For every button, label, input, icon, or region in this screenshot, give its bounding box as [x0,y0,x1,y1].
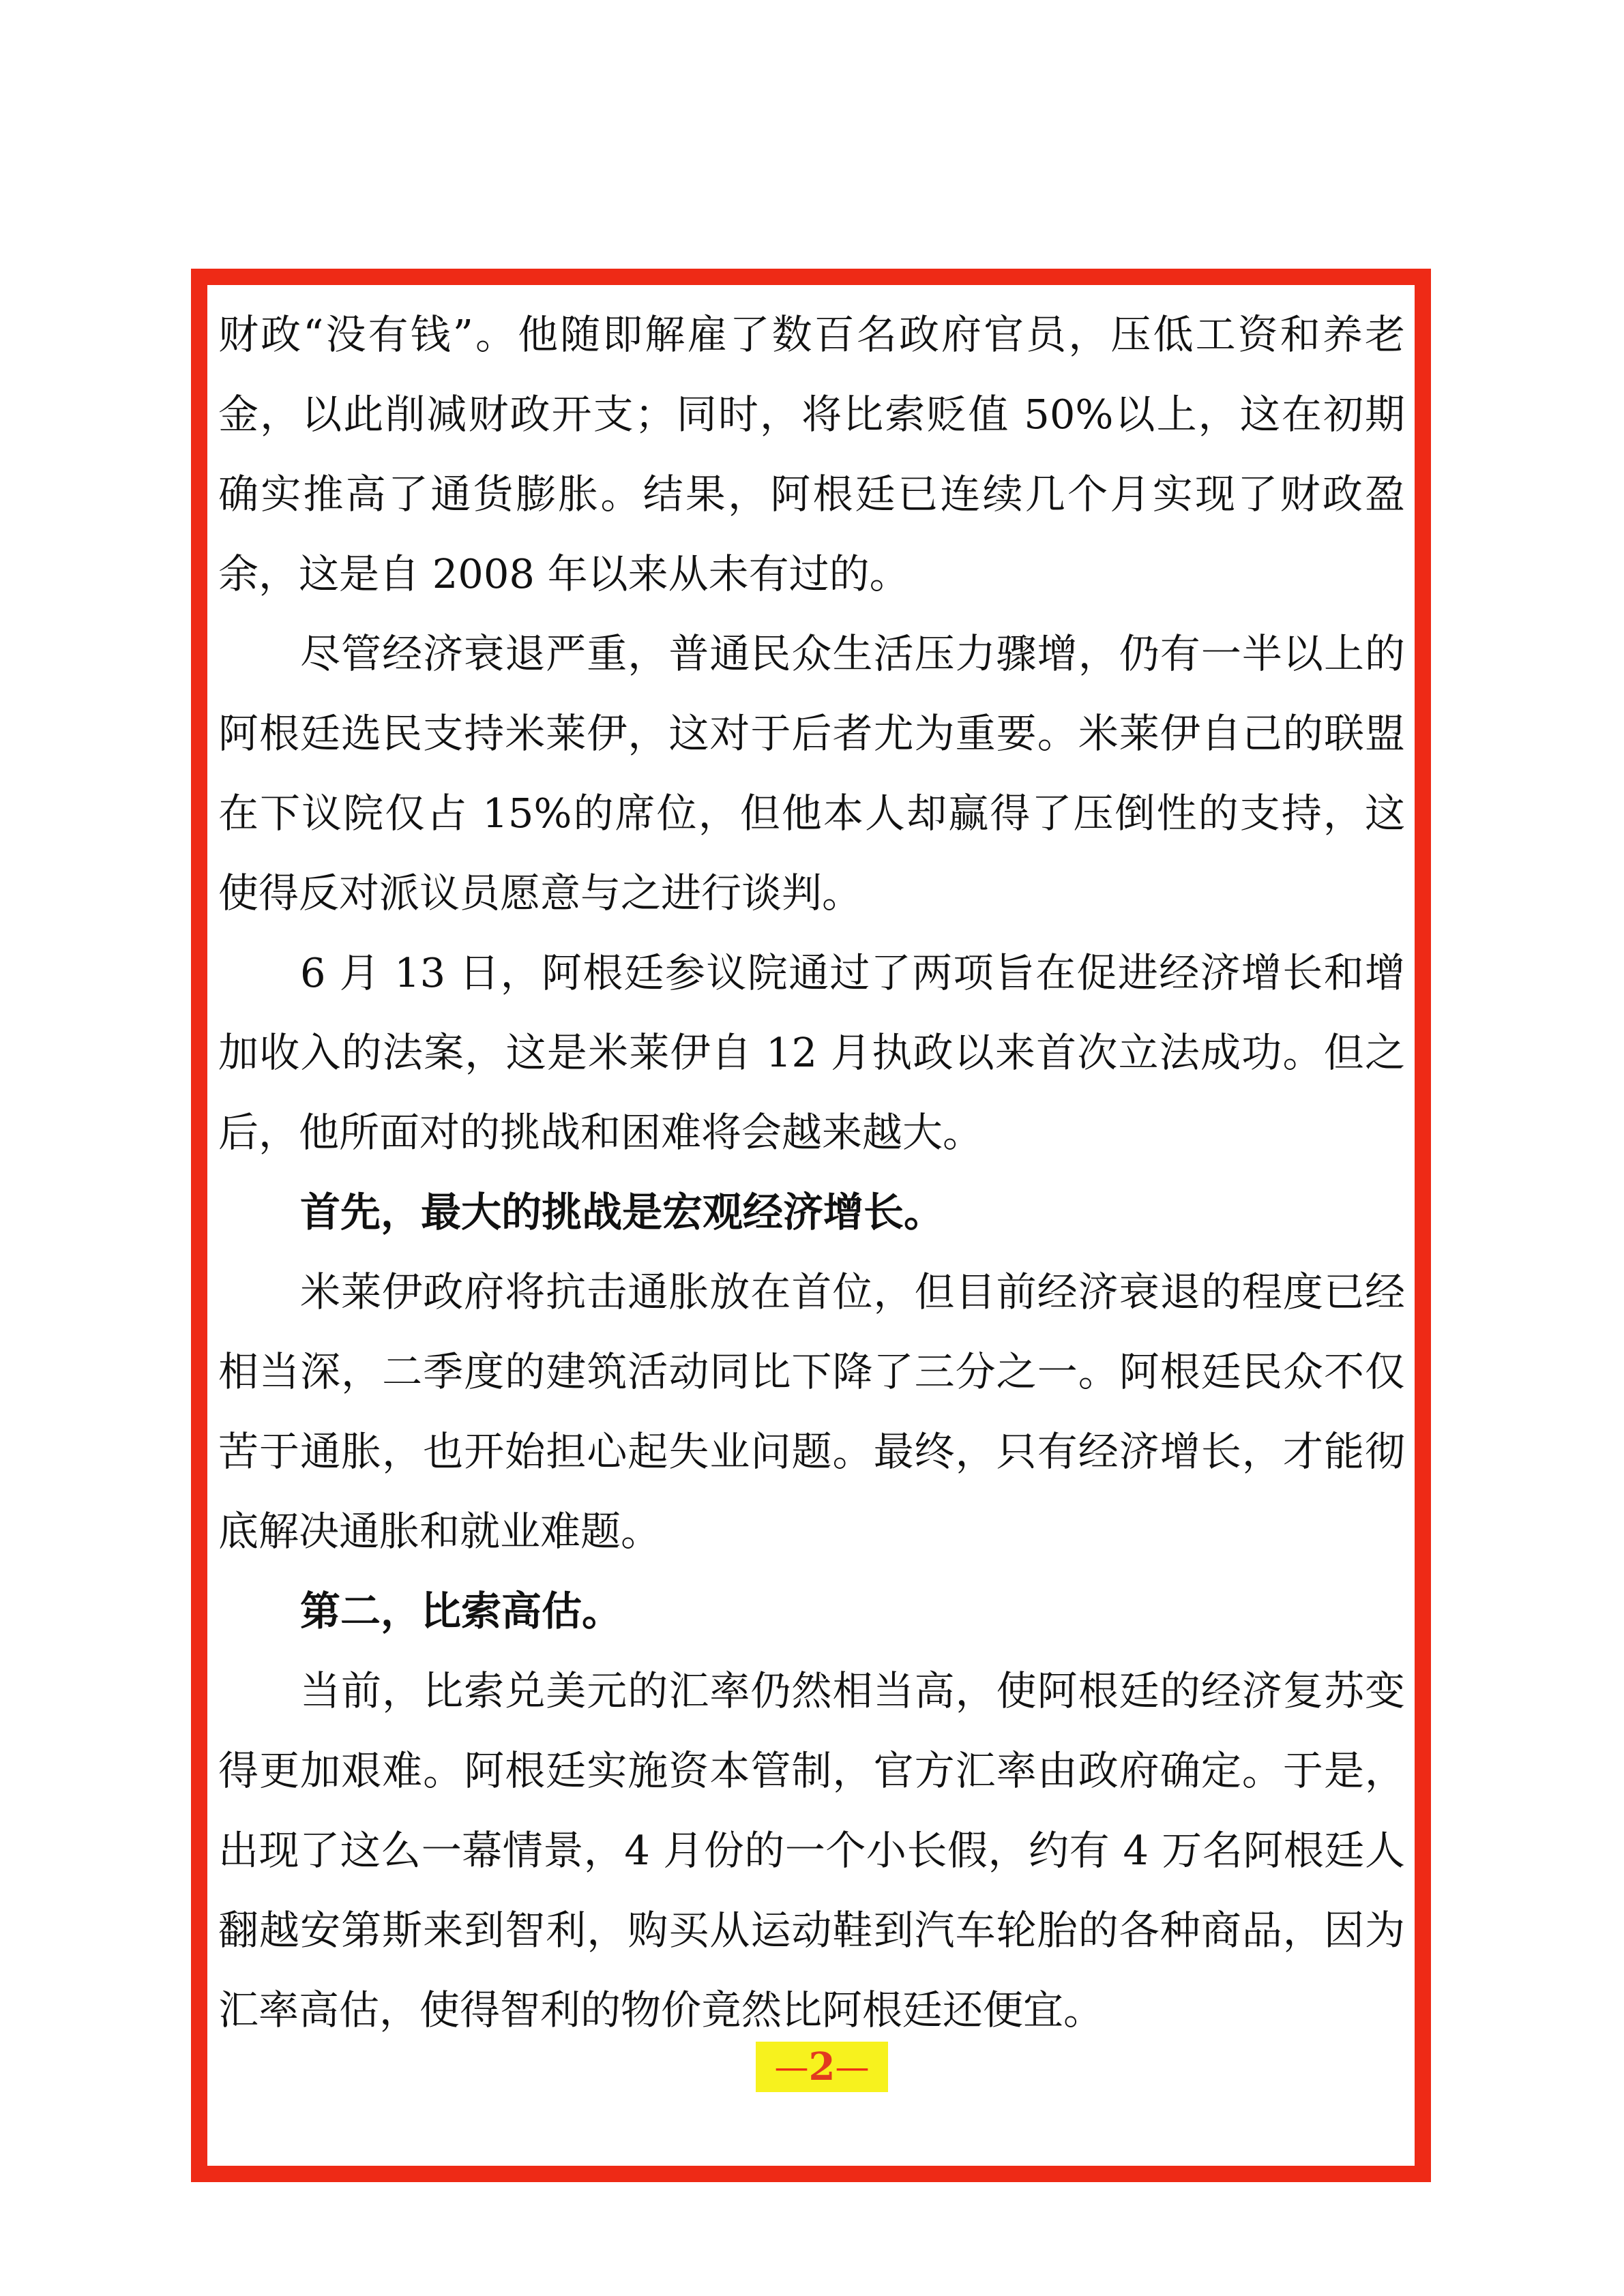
page-number [756,2042,888,2092]
page-number-dash-right: — [835,2047,870,2087]
page-number-value: 2 [808,2044,836,2089]
paragraph: 当前，比索兑美元的汇率仍然相当高，使阿根廷的经济复苏变得更加艰难。阿根廷实施资本管制，官方汇率由政府确定。于是，出现了这么一幕情景，4 月份的一个小长假，约有 4 万名阿根廷人翻越安第斯来到智利，购买从运动鞋到汽车轮胎的各种商品，因为汇率高估，使得智利的物价竟然比阿根廷还便宜。 [218,1667,1405,2033]
article-body [218,295,1405,2050]
section-heading: 第二，比索高估。 [300,1587,623,1635]
section-heading: 首先，最大的挑战是宏观经济增长。 [300,1189,945,1236]
paragraph: 尽管经济衰退严重，普通民众生活压力骤增，仍有一半以上的阿根廷选民支持米莱伊，这对于后者尤为重要。米莱伊自己的联盟在下议院仅占 15%的席位，但他本人却赢得了压倒性的支持，这使得反对派议员愿意与之进行谈判。 [218,630,1405,916]
paragraph: 财政“没有钱”。他随即解雇了数百名政府官员，压低工资和养老金，以此削减财政开支；同时，将比索贬值 50%以上，这在初期确实推高了通货膨胀。结果，阿根廷已连续几个月实现了财政盈余，这是自 2008 年以来从未有过的。 [218,311,1405,597]
page-number-dash-left: — [774,2047,809,2087]
paragraph: 米莱伊政府将抗击通胀放在首位，但目前经济衰退的程度已经相当深，二季度的建筑活动同比下降了三分之一。阿根廷民众不仅苦于通胀，也开始担心起失业问题。最终，只有经济增长，才能彻底解决通胀和就业难题。 [218,1268,1405,1555]
paragraph: 6 月 13 日，阿根廷参议院通过了两项旨在促进经济增长和增加收入的法案，这是米莱伊自 12 月执政以来首次立法成功。但之后，他所面对的挑战和困难将会越来越大。 [218,949,1405,1156]
